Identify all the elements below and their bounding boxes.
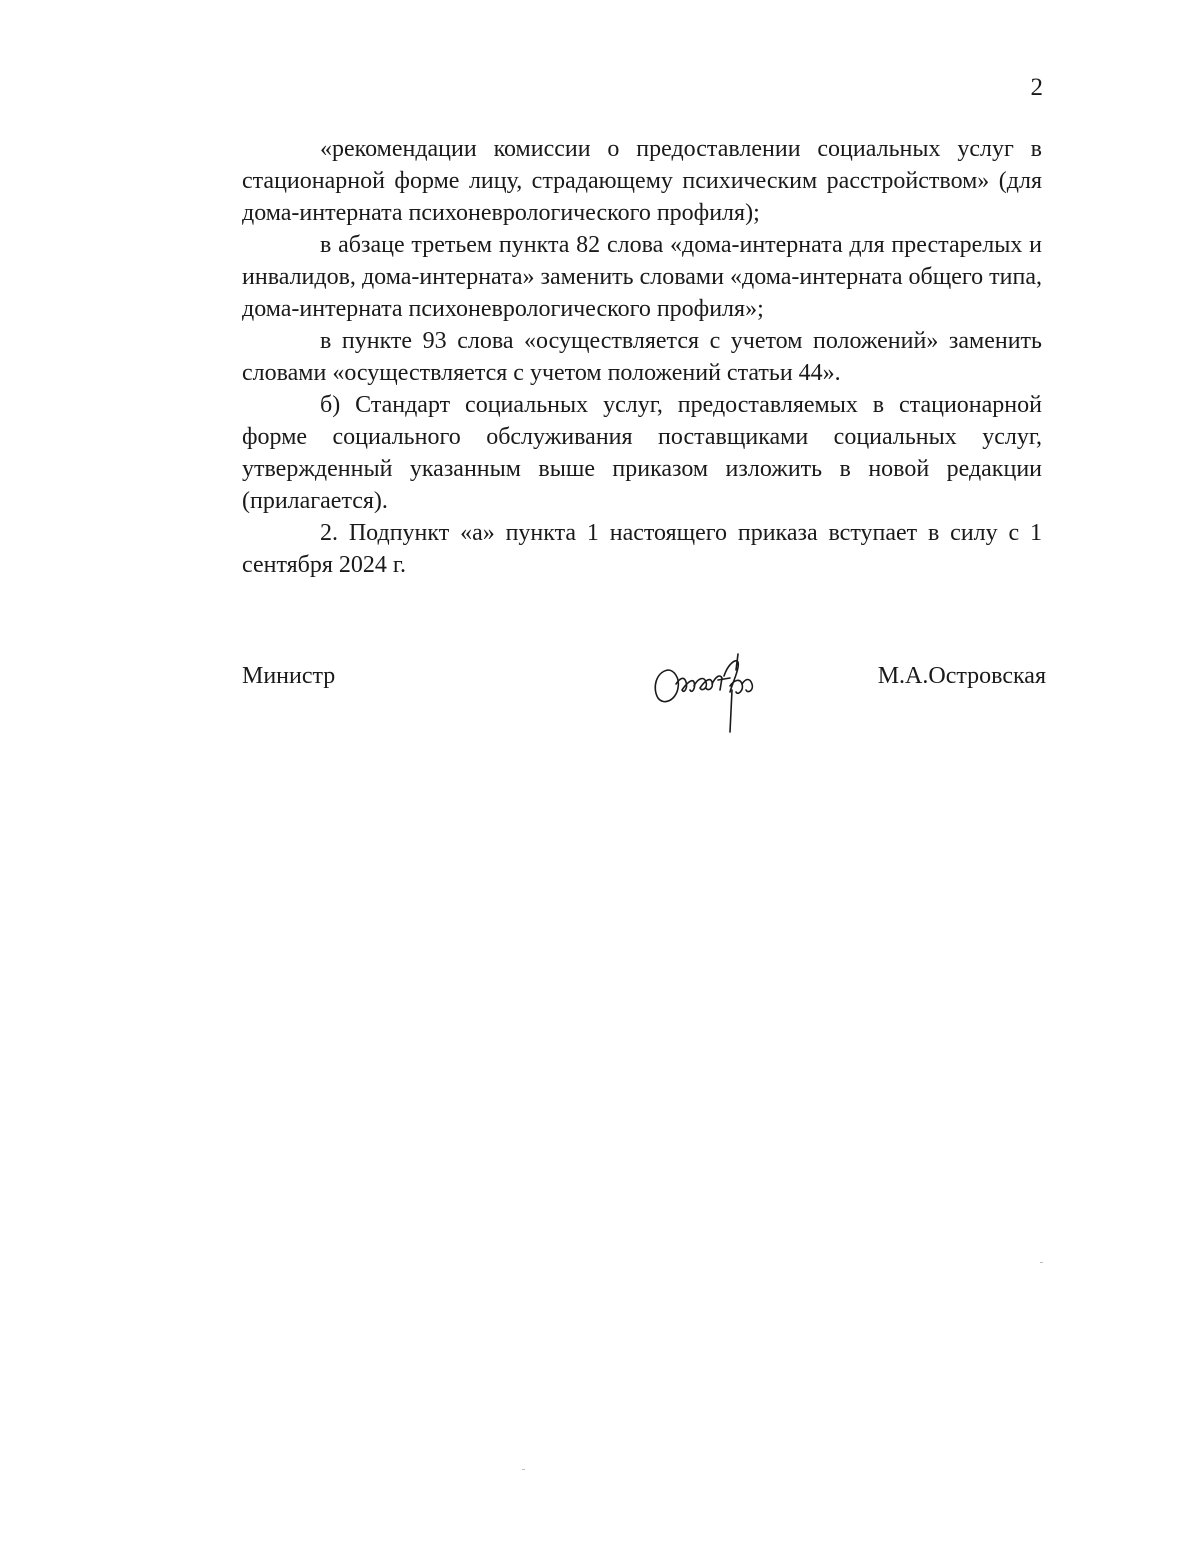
scan-speck — [1040, 1262, 1043, 1263]
paragraph-item-82-amendment: в абзаце третьем пункта 82 слова «дома-интерната для престарелых и инвалидов, дома-интерната» заменить словами «дома-интерната общего типа, дома-интерната психоневрологического профиля»; — [242, 232, 1042, 322]
signatory-name: М.А.Островская — [877, 663, 1046, 689]
scan-speck — [522, 1469, 525, 1470]
handwritten-signature — [646, 640, 776, 740]
paragraph-effective-date: 2. Подпункт «а» пункта 1 настоящего приказа вступает в силу с 1 сентября 2024 г. — [242, 520, 1042, 578]
signature-block — [242, 660, 1046, 750]
paragraph-standard-new-edition: б) Стандарт социальных услуг, предоставляемых в стационарной форме социального обслуживания поставщиками социальных услуг, утвержденный указанным выше приказом изложить в новой редакции (прилагается). — [242, 392, 1042, 514]
page-number: 2 — [1030, 74, 1043, 101]
document-body — [242, 133, 1042, 581]
paragraph-item-93-amendment: в пункте 93 слова «осуществляется с учетом положений» заменить словами «осуществляется с учетом положений статьи 44». — [242, 328, 1042, 386]
paragraph-commission-recommendation: «рекомендации комиссии о предоставлении социальных услуг в стационарной форме лицу, страдающему психическим расстройством» (для дома-интерната психоневрологического профиля); — [242, 136, 1042, 226]
signatory-role: Министр — [242, 663, 336, 689]
